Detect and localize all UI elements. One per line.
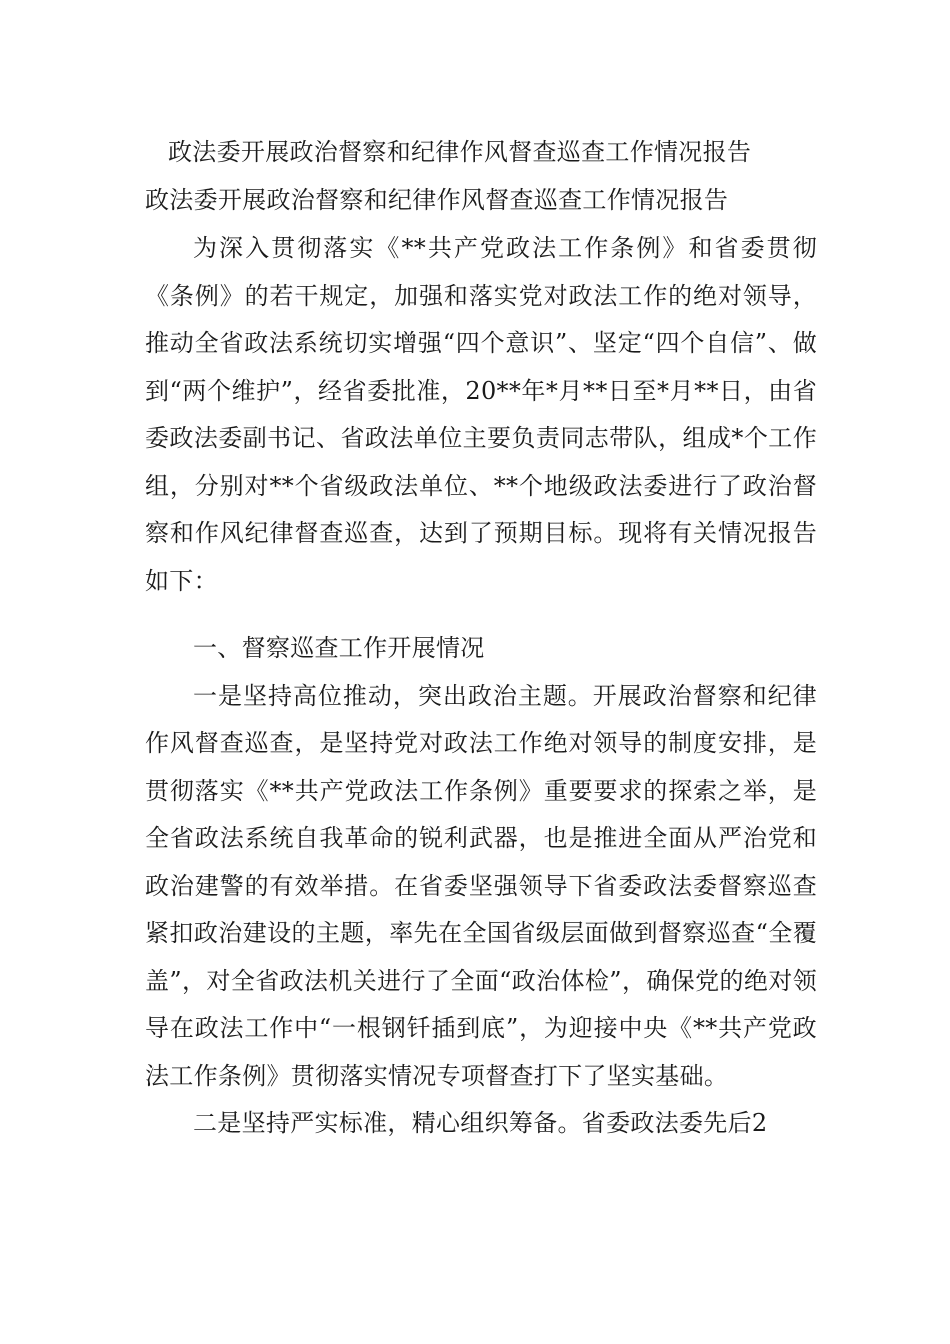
document-title-line-1: 政法委开展政治督察和纪律作风督查巡查工作情况报告 [168,138,752,166]
intro-section [145,225,817,605]
section-1-paragraph-1: 一是坚持高位推动，突出政治主题。开展政治督察和纪律作风督查巡查，是坚持党对政法工作绝对领导的制度安排，是贯彻落实《**共产党政法工作条例》重要要求的探索之举，是全省政法系统自我革命的锐利武器，也是推进全面从严治党和政治建警的有效举措。在省委坚强领导下省委政法委督察巡查紧扣政治建设的主题，率先在全国省级层面做到督察巡查“全覆盖”，对全省政法机关进行了全面“政治体检”，确保党的绝对领导在政法工作中“一根钢钎插到底”，为迎接中央《**共产党政法工作条例》贯彻落实情况专项督查打下了坚实基础。 [145,681,817,1090]
section-1 [145,625,817,1148]
document-title-line-2: 政法委开展政治督察和纪律作风督查巡查工作情况报告 [145,186,729,214]
intro-paragraph: 为深入贯彻落实《**共产党政法工作条例》和省委贯彻《条例》的若干规定，加强和落实党对政法工作的绝对领导，推动全省政法系统切实增强“四个意识”、坚定“四个自信”、做到“两个维护”，经省委批准，20**年*月**日至*月**日，由省委政法委副书记、省政法单位主要负责同志带队，组成*个工作组，分别对**个省级政法单位、**个地级政法委进行了政治督察和作风纪律督查巡查，达到了预期目标。现将有关情况报告如下： [145,234,817,595]
section-1-heading: 一、督察巡查工作开展情况 [193,634,485,662]
section-1-paragraph-2: 二是坚持严实标准，精心组织筹备。省委政法委先后2 [193,1109,768,1137]
